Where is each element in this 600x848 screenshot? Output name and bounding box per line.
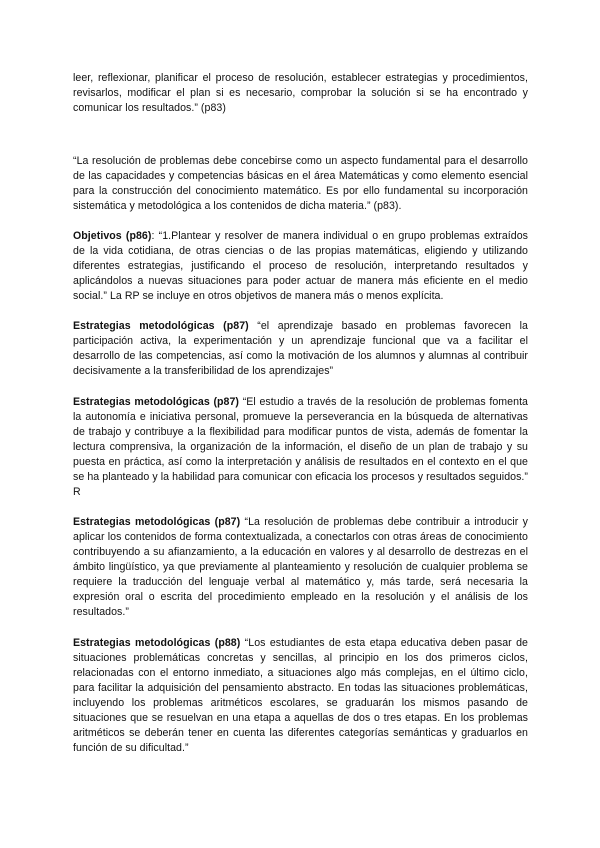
paragraph-estrategias-4 xyxy=(73,636,528,756)
paragraph-objetivos-text: : “1.Plantear y resolver de manera individual o en grupo problemas extraídos de la vida cotidiana, de otras ciencias o de las propias matemáticas, eligiendo y utilizando diferentes estrategias, justificando el proceso de resolución, interpretando resultados y aplicándolos a nuevas situaciones para poder actuar de manera más eficiente en el medio social.” La RP se incluye en otros objetivos de manera más o menos explícita. xyxy=(73,230,528,302)
paragraph-2-text: “La resolución de problemas debe concebirse como un aspecto fundamental para el desarrollo de las capacidades y competencias básicas en el área Matemáticas y como elemento esencial para la construcción del conocimiento matemático. Es por ello fundamental su incorporación sistemática y metodológica a los contenidos de dicha materia.” (p83). xyxy=(73,155,528,212)
paragraph-estrategias-1-heading: Estrategias metodológicas (p87) xyxy=(73,320,249,332)
paragraph-estrategias-4-heading: Estrategias metodológicas (p88) xyxy=(73,637,241,649)
paragraph-2 xyxy=(73,154,528,214)
paragraph-estrategias-4-text: “Los estudiantes de esta etapa educativa deben pasar de situaciones problemáticas concretas y sencillas, al principio en los dos primeros ciclos, relacionadas con el entorno inmediato, a situaciones algo más complejas, en el último ciclo, para facilitar la adquisición del pensamiento abstracto. En todas las situaciones problemáticas, incluyendo los problemas aritméticos escolares, se graduarán los mismos pasando de situaciones que se resuelvan en una etapa a aquellas de dos o tres etapas. En los problemas aritméticos se deberán tener en cuenta las diferentes categorías semánticas y graduarlos en función de su dificultad.” xyxy=(73,637,528,754)
paragraph-estrategias-2 xyxy=(73,395,528,500)
paragraph-objetivos-heading: Objetivos (p86) xyxy=(73,230,152,242)
paragraph-estrategias-1 xyxy=(73,319,528,379)
paragraph-estrategias-1-text: “el aprendizaje basado en problemas favorecen la participación activa, la experimentación y un aprendizaje funcional que va a facilitar el desarrollo de las competencias, así como la motivación de los alumnos y alumnas al contribuir decisivamente a la transferibilidad de los aprendizajes” xyxy=(73,320,528,377)
paragraph-estrategias-3-heading: Estrategias metodológicas (p87) xyxy=(73,516,241,528)
paragraph-1-text: leer, reflexionar, planificar el proceso de resolución, establecer estrategias y procedimientos, revisarlos, modificar el plan si es necesario, comprobar la solución si se ha encontrado y comunicar los resultados.” (p83) xyxy=(73,72,528,114)
paragraph-estrategias-2-heading: Estrategias metodológicas (p87) xyxy=(73,396,240,408)
paragraph-1 xyxy=(73,71,528,116)
paragraph-estrategias-2-text: “El estudio a través de la resolución de problemas fomenta la autonomía e iniciativa personal, promueve la perseverancia en la búsqueda de alternativas de trabajo y contribuye a la flexibilidad para modificar puntos de vista, además de fomentar la lectura comprensiva, la organización de la información, el diseño de un plan de trabajo y su puesta en práctica, así como la interpretación y análisis de resultados en el contexto en el que se ha planteado y la habilidad para comunicar con eficacia los procesos y resultados seguidos.” R xyxy=(73,396,528,498)
paragraph-estrategias-3 xyxy=(73,515,528,620)
paragraph-objetivos xyxy=(73,229,528,304)
document-page xyxy=(73,71,528,756)
paragraph-estrategias-3-text: “La resolución de problemas debe contribuir a introducir y aplicar los contenidos de forma contextualizada, a conectarlos con otras áreas de conocimiento contribuyendo a su afianzamiento, a la educación en valores y al desarrollo de destrezas en el ámbito lingüístico, ya que previamente al planteamiento y resolución de cualquier problema se requiere la traducción del lenguaje verbal al matemático y, más tarde, será necesaria la expresión oral o escrita del procedimiento empleado en la resolución y el análisis de los resultados.” xyxy=(73,516,528,618)
